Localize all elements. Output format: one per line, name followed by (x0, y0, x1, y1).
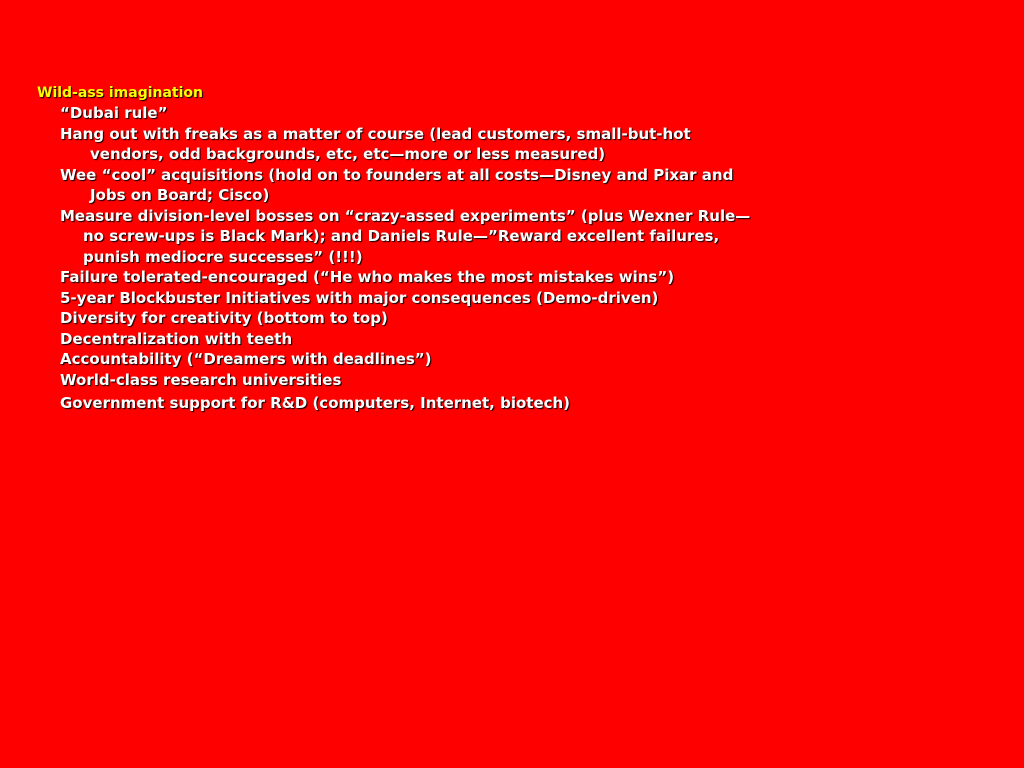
list-item (60, 329, 860, 350)
list-item (60, 308, 860, 329)
list-item (60, 288, 860, 309)
list-item-text: 5-year Blockbuster Initiatives with major consequences (Demo-driven) (60, 288, 659, 307)
list-item-continuation: punish mediocre successes” (!!!) (83, 247, 363, 266)
list-item (60, 165, 860, 206)
list-item (60, 206, 860, 268)
list-item (60, 349, 860, 370)
list-item-text: Diversity for creativity (bottom to top) (60, 309, 388, 327)
slide-title: Wild-ass imagination (37, 85, 204, 101)
list-item-text: Failure tolerated-encouraged (“He who makes the most mistakes wins”) (60, 268, 675, 286)
list-item-text: Measure division-level bosses on “crazy-assed experiments” (plus Wexner Rule— (60, 206, 751, 225)
list-item-text: World-class research universities (60, 370, 342, 389)
list-item-continuation: no screw-ups is Black Mark); and Daniels Rule—”Reward excellent failures, (83, 227, 720, 245)
list-item-text: Wee “cool” acquisitions (hold on to founders at all costs—Disney and Pixar and (60, 165, 734, 184)
list-item-text: Government support for R&D (computers, Internet, biotech) (60, 394, 571, 412)
list-item-text: Accountability (“Dreamers with deadlines”) (60, 350, 432, 368)
list-item-continuation: vendors, odd backgrounds, etc, etc—more or less measured) (90, 145, 606, 163)
list-item-text: Hang out with freaks as a matter of course (lead customers, small-but-hot (60, 124, 691, 143)
bullet-list (60, 103, 860, 414)
list-item (60, 370, 860, 391)
list-item-text: “Dubai rule” (60, 104, 168, 122)
list-item-text: Decentralization with teeth (60, 329, 293, 348)
list-item (60, 267, 860, 288)
list-item (60, 124, 860, 165)
list-item (60, 393, 860, 414)
list-item-continuation: Jobs on Board; Cisco) (90, 186, 270, 204)
list-item (60, 103, 860, 124)
